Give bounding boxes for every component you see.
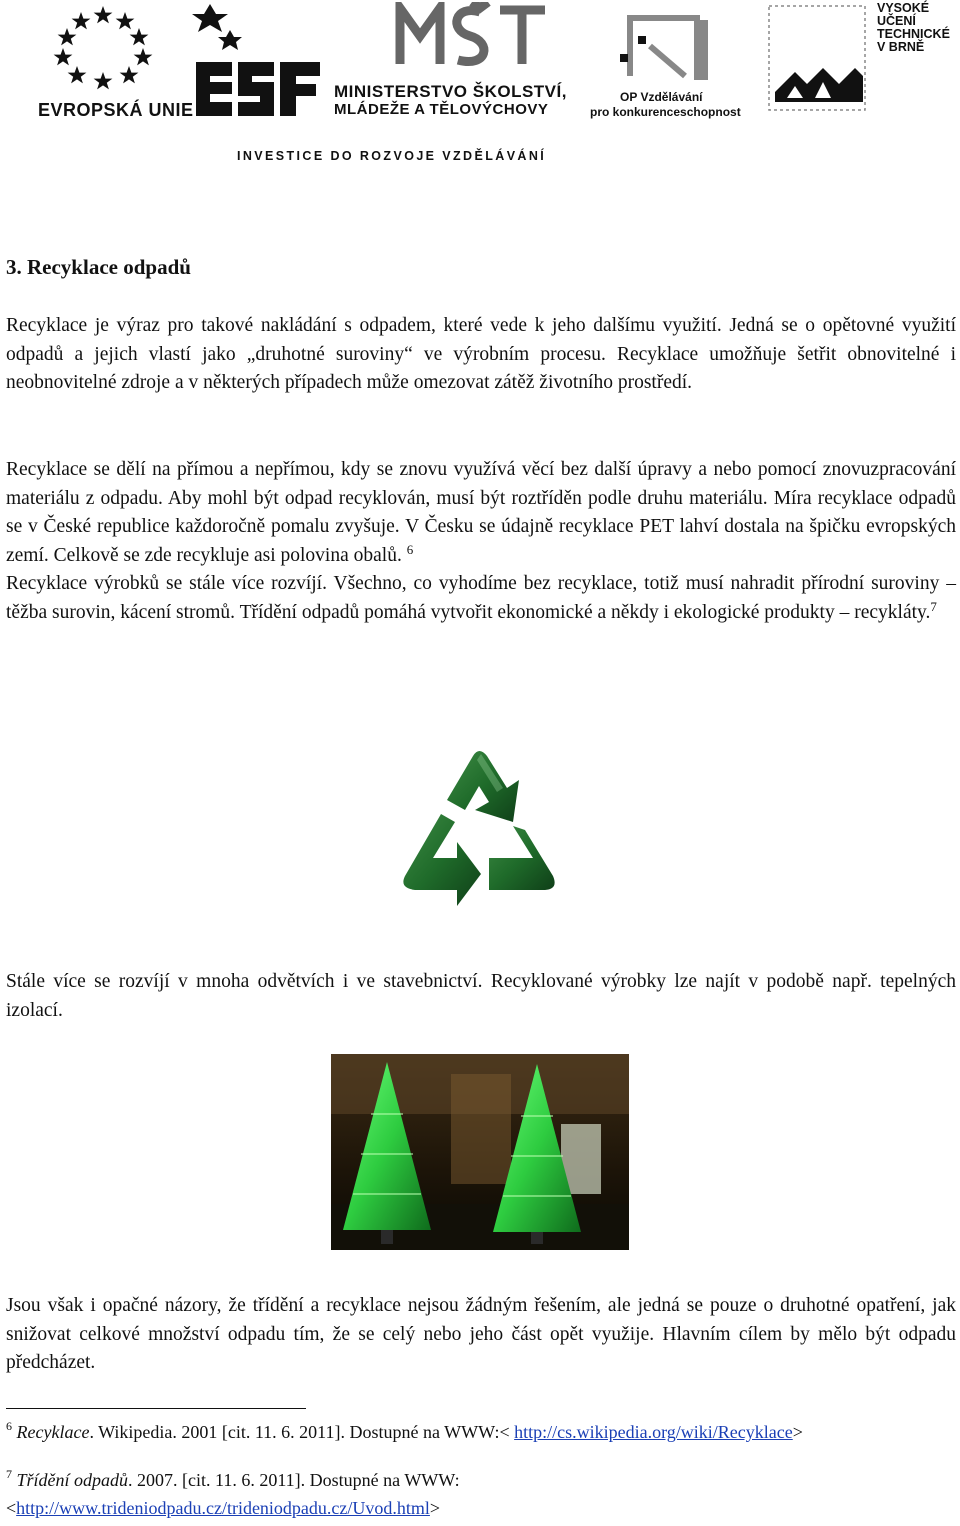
section-heading: 3. Recyklace odpadů bbox=[6, 255, 191, 279]
footnote-6-text: . Wikipedia. 2001 [cit. 11. 6. 2011]. Dostupné na WWW:< bbox=[89, 1422, 515, 1442]
msmt-mark-icon bbox=[330, 2, 580, 82]
footnote-7-number: 7 bbox=[6, 1467, 12, 1481]
footnote-6-title: Recyklace bbox=[16, 1422, 90, 1442]
msmt-logo bbox=[330, 2, 580, 122]
paragraph-counterview: Jsou však i opačné názory, že třídění a recyklace nejsou žádným řešením, ale jedná se pouze o druhotné opatření, jak snižovat celkové množství odpadu tím, že se celý nebo jeho část opět využije. Hlavním cílem by mělo být odpadu předcházet. bbox=[6, 1295, 956, 1374]
vut-mark-icon bbox=[765, 2, 875, 118]
footnote-separator bbox=[6, 1408, 306, 1409]
paragraph-construction: Stále více se rozvíjí v mnoha odvětvích i ve stavebnictví. Recyklované výrobky lze najít v podobě např. tepelných izolací. bbox=[6, 971, 956, 1021]
op-mark-icon bbox=[590, 6, 750, 88]
footnote-ref-6[interactable]: 6 bbox=[406, 541, 414, 557]
footnote-7-text: . 2007. [cit. 11. 6. 2011]. Dostupné na WWW: bbox=[128, 1470, 460, 1490]
op-vk-logo bbox=[590, 6, 750, 122]
eu-stars-icon bbox=[42, 4, 164, 92]
esf-mark-icon bbox=[190, 2, 330, 120]
header-logo-bar bbox=[0, 0, 960, 175]
vut-label: VYSOKÉ UČENÍ TECHNICKÉ V BRNĚ bbox=[877, 1, 950, 54]
vut-logo bbox=[765, 2, 955, 118]
eu-logo bbox=[30, 4, 194, 120]
footnote-7-after: > bbox=[429, 1498, 441, 1518]
msmt-line1: MINISTERSTVO ŠKOLSTVÍ, bbox=[334, 82, 567, 101]
msmt-line2: MLÁDEŽE A TĚLOVÝCHOVY bbox=[334, 101, 549, 118]
footnote-6 bbox=[6, 1418, 956, 1446]
eu-label: EVROPSKÁ UNIE bbox=[38, 100, 194, 120]
recycled-bottle-trees-photo bbox=[331, 1054, 629, 1250]
esf-logo bbox=[190, 2, 330, 120]
footnote-7 bbox=[6, 1466, 956, 1522]
footnote-6-number: 6 bbox=[6, 1419, 12, 1433]
recycle-symbol-image bbox=[385, 730, 570, 915]
footnote-7-link[interactable]: http://www.trideniodpadu.cz/trideniodpadu.cz/Uvod.html bbox=[16, 1498, 430, 1518]
op-line1: OP Vzdělávání bbox=[620, 90, 703, 104]
paragraph-division bbox=[6, 456, 956, 628]
investice-tagline: INVESTICE DO ROZVOJE VZDĚLÁVÁNÍ bbox=[237, 149, 547, 163]
footnote-7-title: Třídění odpadů bbox=[16, 1470, 129, 1490]
paragraph-intro: Recyklace je výraz pro takové nakládání s odpadem, které vede k jeho dalšímu využití. Jedná se o opětovné využití odpadů a jejich vlastí jako „druhotné suroviny“ ve výrobním procesu. Recyklace umožňuje šetřit obnovitelné i neobnovitelné zdroje a v některých případech může omezovat zátěž životního prostředí. bbox=[6, 315, 956, 394]
footnote-6-link[interactable]: http://cs.wikipedia.org/wiki/Recyklace bbox=[514, 1422, 793, 1442]
footnote-6-after: > bbox=[792, 1422, 803, 1442]
footnote-7-before-link: < bbox=[6, 1498, 17, 1518]
paragraph-division-part2: Recyklace výrobků se stále více rozvíjí. Všechno, co vyhodíme bez recyklace, totiž musí nahradit přírodní suroviny – těžba surovin, kácení stromů. Třídění odpadů pomáhá vytvořit ekonomické a někdy i ekologické produkty – recykláty. bbox=[6, 573, 956, 623]
paragraph-division-part1: Recyklace se dělí na přímou a nepřímou, kdy se znovu využívá věcí bez další úpravy a nebo pomocí znovuzpracování materiálu z odpadu. Aby mohl být odpad recyklován, musí být roztříděn podle druhu materiálu. Míra recyklace odpadů se v České republice každoročně pomalu zvyšuje. V Česku se údajně recyklace PET lahví dostala na špičku evropských zemí. Celkově se zde recykluje asi polovina obalů. bbox=[6, 459, 956, 566]
footnote-ref-7[interactable]: 7 bbox=[930, 598, 937, 614]
op-line2: pro konkurenceschopnost bbox=[590, 105, 741, 119]
